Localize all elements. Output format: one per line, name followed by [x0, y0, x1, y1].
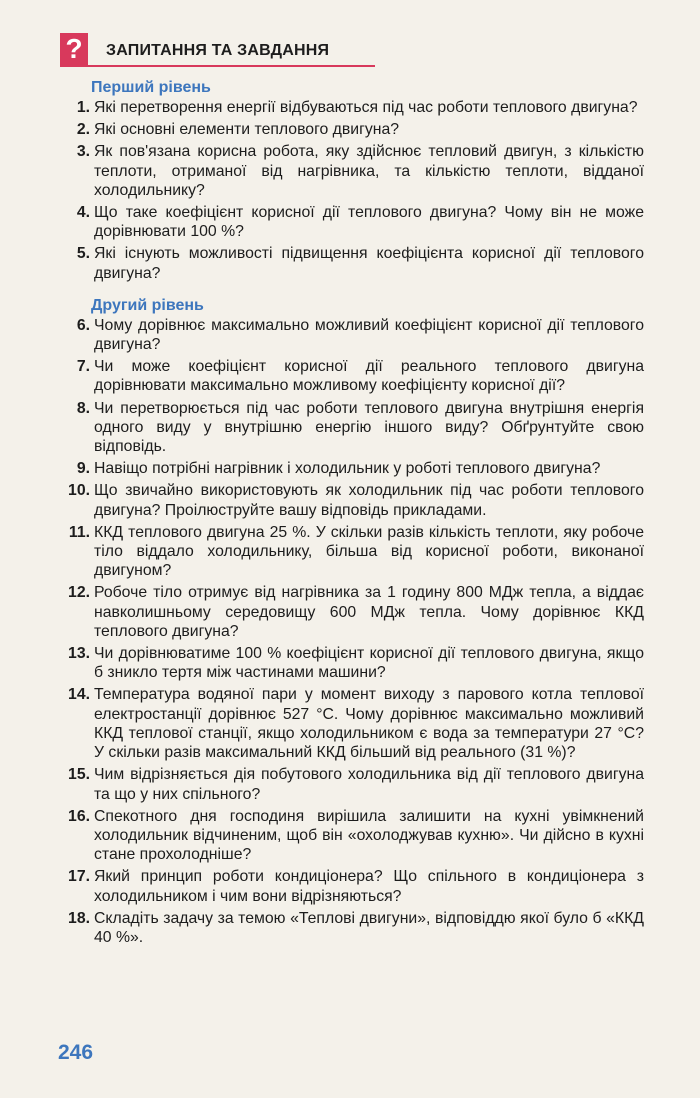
section-gap — [58, 286, 644, 296]
question-text: Температура водяної пари у момент виходу з парового котла теплової електростанції дорівнює 527 °С. Чому дорівнює максимально можливий ККД теплової станції, якщо холодильником є вода за температури 27 °С? У скільки разів максимальний ККД більший від реального (31 %)? — [94, 686, 644, 762]
question-15 — [58, 765, 644, 803]
question-number: 5. — [76, 245, 90, 263]
page-number: 246 — [58, 1041, 94, 1064]
question-9 — [58, 459, 644, 478]
question-number: 13. — [68, 645, 90, 663]
question-text: Який принцип роботи кондиціонера? Що спільного в кондиціонера з холодильником і чим вони відрізняються? — [94, 868, 644, 905]
question-text: Спекотного дня господиня вирішила залишити на кухні увімкнений холодильник відчиненим, щоб він «охолоджував кухню». Чи дійсно в кухні стане прохолодніше? — [94, 807, 644, 864]
question-number: 6. — [76, 316, 90, 334]
level-heading-2: Другий рівень — [91, 296, 204, 314]
question-text: Які основні елементи теплового двигуна? — [94, 121, 400, 139]
question-4 — [58, 203, 644, 241]
question-text: ККД теплового двигуна 25 %. У скільки разів кількість теплоти, яку робоче тіло віддало холодильнику, більша від корисної роботи, виконаної двигуном? — [94, 523, 644, 580]
level-heading-1: Перший рівень — [91, 79, 211, 96]
question-13 — [58, 644, 644, 682]
question-text: Чи дорівнюватиме 100 % коефіцієнт корисної дії теплового двигуна, якщо б зникло тертя між частинами машини? — [94, 645, 644, 682]
question-number: 8. — [76, 399, 90, 417]
question-text: Що звичайно використовують як холодильник під час роботи теплового двигуна? Проілюструйте вашу відповідь прикладами. — [94, 482, 644, 519]
question-number: 12. — [68, 584, 90, 602]
question-text: Що таке коефіцієнт корисної дії теплового двигуна? Чому він не може дорівнювати 100 %? — [94, 204, 644, 241]
question-text: Чи може коефіцієнт корисної дії реального теплового двигуна дорівнювати максимально можливому коефіцієнту корисної дії? — [94, 358, 644, 395]
question-10 — [58, 481, 644, 519]
question-5 — [58, 244, 644, 282]
question-number: 9. — [76, 460, 90, 478]
question-11 — [58, 523, 644, 581]
question-text: Які перетворення енергії відбуваються під час роботи теплового двигуна? — [94, 99, 638, 116]
question-text: Чи перетворюється під час роботи теплового двигуна внутрішня енергія одного виду у внутрішню енергію іншого виду? Обґрунтуйте свою відповідь. — [94, 399, 644, 456]
question-1 — [58, 98, 644, 117]
question-number: 16. — [68, 807, 90, 825]
question-number: 3. — [76, 143, 90, 161]
question-2 — [58, 120, 644, 139]
question-number: 7. — [76, 358, 90, 376]
question-number: 17. — [68, 868, 90, 886]
question-17 — [58, 867, 644, 905]
question-8 — [58, 399, 644, 457]
question-number: 14. — [68, 686, 90, 704]
question-16 — [58, 807, 644, 865]
question-3 — [58, 142, 644, 200]
question-number: 15. — [68, 766, 90, 784]
question-text: Чим відрізняється дія побутового холодильника від дії теплового двигуна та що у них спільного? — [94, 766, 644, 803]
section-title: ЗАПИТАННЯ ТА ЗАВДАННЯ — [106, 42, 330, 59]
question-mark-badge: ? — [60, 33, 88, 65]
question-text: Робоче тіло отримує від нагрівника за 1 годину 800 МДж тепла, а віддає навколишньому середовищу 600 МДж тепла. Чому дорівнює ККД теплового двигуна? — [94, 584, 644, 640]
question-number: 11. — [68, 523, 90, 541]
question-text: Навіщо потрібні нагрівник і холодильник у роботі теплового двигуна? — [94, 460, 601, 478]
question-14 — [58, 685, 644, 762]
question-text: Складіть задачу за темою «Теплові двигуни», відповіддю якої було б «ККД 40 %». — [94, 909, 644, 946]
question-text: Чому дорівнює максимально можливий коефіцієнт корисної дії теплового двигуна? — [94, 316, 644, 354]
question-number: 10. — [68, 482, 90, 500]
question-number: 4. — [76, 204, 90, 222]
question-number: 2. — [76, 121, 90, 139]
question-6 — [58, 316, 644, 354]
question-12 — [58, 583, 644, 641]
question-text: Як пов'язана корисна робота, яку здійснює тепловий двигун, з кількістю теплоти, отриманої від нагрівника, та кількістю теплоти, відданої холодильнику? — [94, 143, 644, 199]
question-number: 1. — [76, 99, 90, 116]
questions-content — [58, 78, 644, 950]
question-number: 18. — [68, 909, 90, 927]
question-text: Які існують можливості підвищення коефіцієнта корисної дії теплового двигуна? — [94, 245, 644, 282]
question-18 — [58, 909, 644, 947]
section-header — [60, 33, 375, 67]
question-7 — [58, 357, 644, 395]
